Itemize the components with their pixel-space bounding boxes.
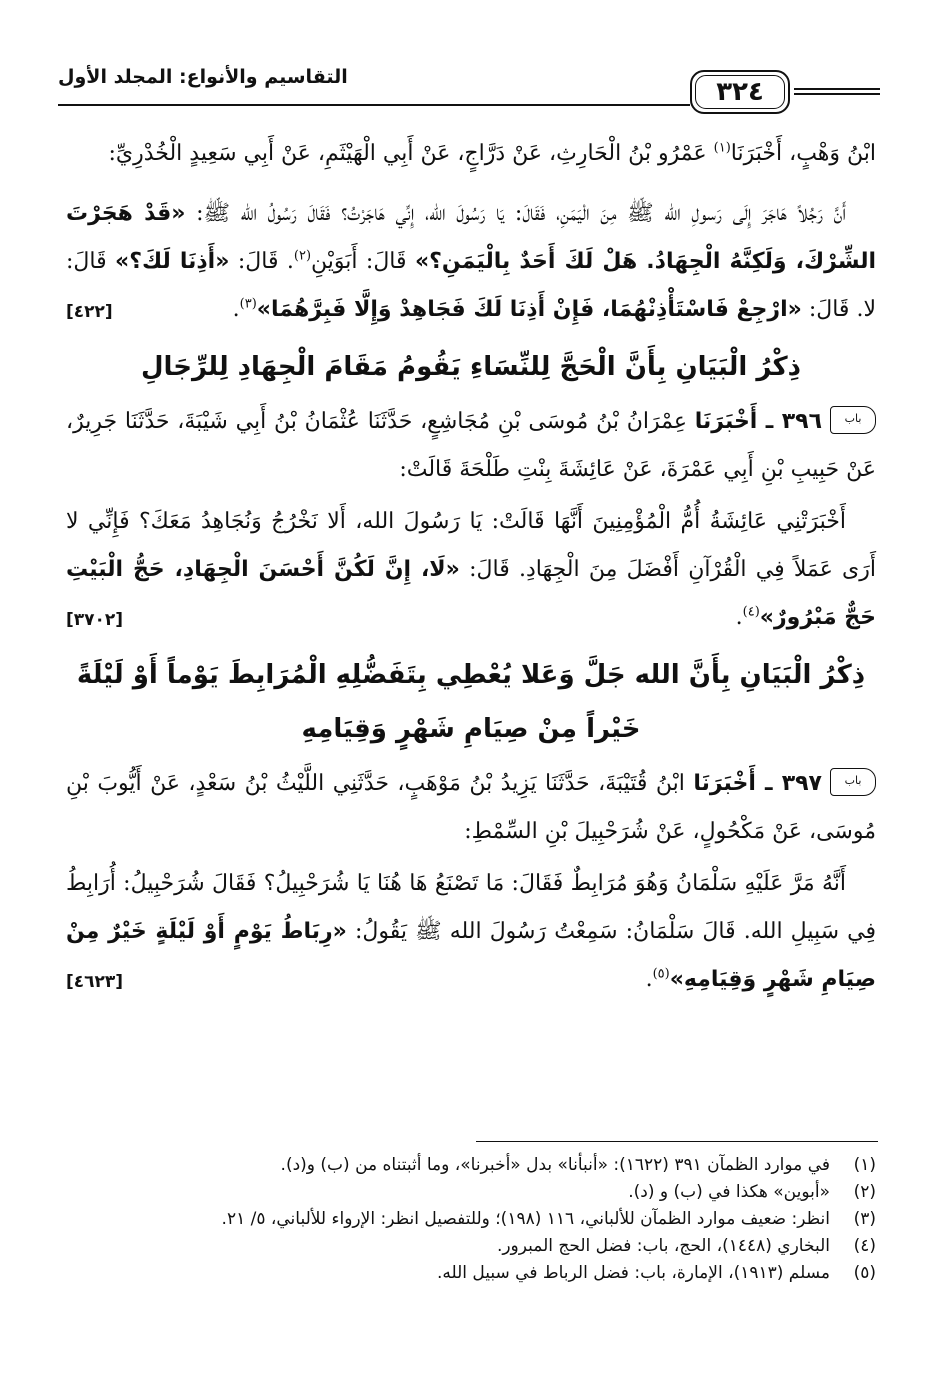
footnote [66,1179,876,1206]
footnote-marker: (٢) [293,248,312,264]
main-text [66,130,876,1006]
footnote-text: انظر: ضعيف موارد الظمآن للألباني، ١١٦ (١٩٨)؛ وللتفصيل انظر: الإرواء للألباني، ٥/ ٢١. [221,1209,830,1229]
text: قَالَ: لا. قَالَ: [66,249,876,322]
footnote-number: (٣) [853,1209,876,1229]
footnote-marker: (٣) [239,296,257,312]
chapter-heading: ذِكْرُ الْبَيَانِ بِأَنَّ الله جَلَّ وَعَلا يُعْطِي بِتَفَضُّلِهِ الْمُرَابِطَ يَوْماً أَوْ لَيْلَةً خَيْراً مِنْ صِيَامِ شَهْرٍ وَقِيَامِهِ [76,660,866,744]
hadith-matn [66,860,876,1004]
hadith-number: ٣٩٧ ـ أَخْبَرَنَا [693,771,822,796]
chapter-heading: ذِكْرُ الْبَيَانِ بِأَنَّ الْحَجَّ لِلنِّسَاءِ يَقُومُ مَقَامَ الْجِهَادِ لِلرِّجَالِ [140,352,802,382]
footnote-text: البخاري (١٤٤٨)، الحج، باب: فضل الحج المبرور. [496,1236,830,1256]
footnote-marker: (١) [713,140,731,156]
prophet-quote: «لَا، إِنَّ لَكُنَّ أَحْسَنَ الْجِهَادِ، حَجُّ الْبَيْتِ حَجٌّ مَبْرُورٌ» [66,557,876,630]
page-number-frame [690,70,790,114]
footnote-separator [476,1141,878,1142]
footnote-text: «أبوين» هكذا في (ب) و (د). [628,1182,830,1202]
hadith-reference: [٣٧٠٢] [66,610,124,630]
hadith-marker-icon: باب [830,406,876,434]
footnote-number: (١) [853,1155,876,1175]
footnote-number: (٢) [853,1182,876,1202]
text: أَخْبَرَتْنِي عَائِشَةُ أُمُّ الْمُؤْمِنِينَ أَنَّهَا قَالَتْ: يَا رَسُولَ الله، أَلا نَخْرُجُ وَنُجَاهِدُ مَعَكَ؟ فَإِنِّي لا أَرَى عَمَلاً فِي الْقُرْآنِ أَفْضَلَ مِنَ الْجِهَادِ. قَالَ: [66,509,876,582]
text: ابْنُ وَهْبٍ، أَخْبَرَنَا [730,141,876,166]
prophet-quote: «ارْجِعْ فَاسْتَأْذِنْهُمَا، فَإِنْ أَذِنَا لَكَ فَجَاهِدْ وَإِلَّا فَبِرَّهُمَا» [256,297,802,322]
text: . قَالَ: [229,249,294,274]
page-number: ٣٢٤ [716,77,764,107]
hadith-number: ٣٩٦ ـ أَخْبَرَنَا [694,409,823,434]
text: أَنَّ رَجُلاً هَاجَرَ إِلَى رَسولِ الله ﷺ مِنَ الْيَمَنِ، فَقَالَ: يَا رَسُولَ الله، إِنِّي هَاجَرْتُ؟ فَقَالَ رَسُولُ الله ﷺ: [185,201,846,226]
text: عِمْرَانُ بْنُ مُوسَى بْنِ مُجَاشِعٍ، حَدَّثَنَا عُثْمَانُ بْنُ أَبِي شَيْبَةَ، حَدَّثَنَا جَرِيرٌ، عَنْ حَبِيبِ بْنِ أَبِي عَمْرَةَ، عَنْ عَائِشَةَ بِنْتِ طَلْحَةَ قَالَتْ: [66,409,876,482]
footnotes [66,1152,876,1287]
prophet-quote: «رِبَاطُ يَوْمٍ أَوْ لَيْلَةٍ خَيْرٌ مِنْ صِيَامِ شَهْرٍ وَقِيَامِهِ» [66,919,876,992]
footnote [66,1260,876,1287]
text: أَنَّهُ مَرَّ عَلَيْهِ سَلْمَانُ وَهُوَ مُرَابِطٌ فَقَالَ: مَا تَصْنَعُ هَا هُنَا يَا شُرَحْبِيلُ؟ فَقَالَ شُرَحْبِيلُ: أُرَابِطُ فِي سَبِيلِ الله. قَالَ سَلْمَانُ: سَمِعْتُ رَسُولَ الله ﷺ يَقُولُ: [66,871,876,944]
text: . [645,967,653,992]
footnote-text: في موارد الظمآن ٣٩١ (١٦٢٢): «أنبأنا» بدل «أخبرنا»، وما أثبتناه من (ب) و(د). [280,1155,830,1175]
footnote [66,1152,876,1179]
paragraph-matn [66,190,876,334]
hadith-isnad [66,398,876,494]
footnote-text: مسلم (١٩١٣)، الإمارة، باب: فضل الرباط في سبيل الله. [436,1263,830,1283]
text: قَالَ: أَبَوَيْنِ [311,249,415,274]
text: . [735,605,743,630]
page-header [58,62,880,118]
footnote [66,1206,876,1233]
hadith-matn [66,498,876,642]
footnote-marker: (٥) [652,966,670,982]
prophet-quote: «أَذِنَا لَكَ؟» [115,249,230,274]
footnote-number: (٤) [853,1236,876,1256]
text: ابْنُ قُتَيْبَةَ، حَدَّثَنَا يَزِيدُ بْنُ مَوْهَبٍ، حَدَّثَنِي اللَّيْثُ بْنُ سَعْدٍ، عَنْ أَيُّوبَ بْنِ مُوسَى، عَنْ مَكْحُولٍ، عَنْ شُرَحْبِيلَ بْنِ السِّمْطِ: [66,771,876,844]
header-rule-right [794,88,880,95]
hadith-isnad [66,760,876,856]
hadith-reference: [٤٦٢٣] [66,972,124,992]
footnote-number: (٥) [853,1263,876,1283]
paragraph-isnad-continued [66,130,876,178]
header-rule-left [58,104,690,106]
footnote [66,1233,876,1260]
text: . [232,297,240,322]
hadith-marker-icon: باب [830,768,876,796]
footnote-marker: (٤) [742,604,760,620]
prophet-quote: «قَدْ هَجَرْتَ الشِّرْكَ، وَلَكِنَّهُ الْجِهَادُ. هَلْ لَكَ أَحَدٌ بِالْيَمَنِ؟» [66,201,877,274]
running-title: التقاسيم والأنواع: المجلد الأول [58,66,348,88]
hadith-reference: [٤٢٢] [66,302,113,322]
text: عَمْرُو بْنُ الْحَارِثِ، عَنْ دَرَّاجٍ، عَنْ أَبِي الْهَيْثَمِ، عَنْ أَبِي سَعِيدٍ الْخُدْرِيِّ: [108,141,714,166]
